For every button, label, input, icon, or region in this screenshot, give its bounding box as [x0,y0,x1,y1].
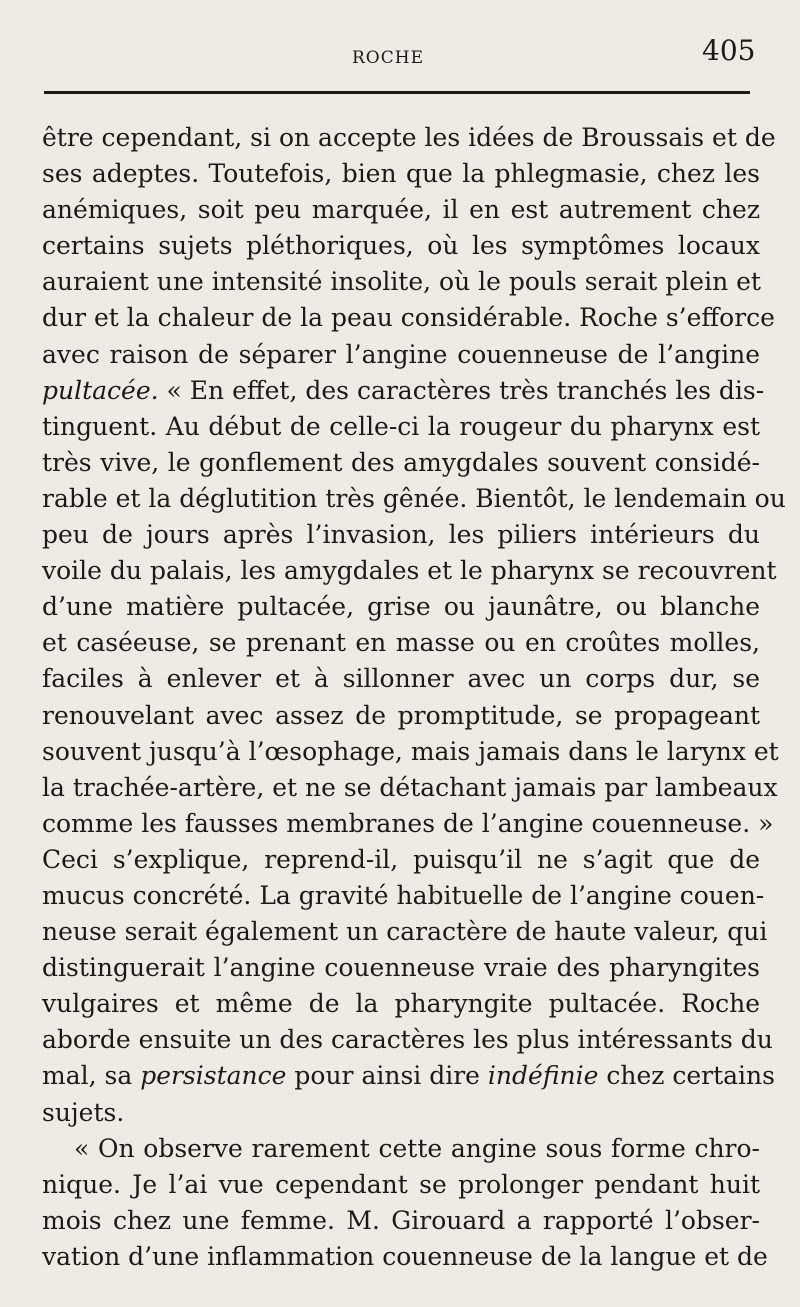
text-line [42,698,760,734]
text-line [42,1095,760,1131]
text-line [42,661,760,697]
text-line [42,1167,760,1203]
text-segment: tinguent. Au début de celle-ci la rougeur du pharynx est [42,411,760,441]
text-line [42,1058,775,1094]
text-segment: distinguerait l’angine couenneuse vraie des pharyngites [42,953,760,983]
text-line [42,337,760,373]
text-segment: comme les fausses membranes de l’angine couenneuse. » [42,808,774,838]
text-line [42,986,760,1022]
text-segment: dur et la chaleur de la peau considérable. Roche s’efforce [42,303,775,333]
page-number: 405 [702,34,756,67]
text-line [42,553,777,589]
text-segment: auraient une intensité insolite, où le pouls serait plein et [42,267,761,297]
text-line [42,734,779,770]
text-line [42,1022,773,1058]
text-segment: vation d’une inflammation couenneuse de la langue et de [42,1241,768,1271]
italic-text: indéfinie [487,1061,599,1091]
page-header [0,0,800,80]
text-line [42,770,778,806]
text-segment: sujets. [42,1097,125,1127]
text-segment: mois chez une femme. M. Girouard a rapporté l’obser- [42,1205,760,1235]
text-line [42,409,760,445]
text-line [42,806,774,842]
text-line [42,300,775,336]
text-segment: certains sujets pléthoriques, où les symptômes locaux [42,231,760,261]
text-segment: chez certains [598,1061,775,1091]
text-line [42,1239,768,1275]
text-segment: mal, sa [42,1061,141,1091]
text-segment: avec raison de séparer l’angine couenneuse de l’angine [42,339,760,369]
text-line [42,192,760,228]
italic-text: pultacée. [42,375,159,405]
text-line [42,264,760,300]
text-segment: très vive, le gonflement des amygdales souvent considé- [42,447,760,477]
text-line [42,842,760,878]
text-line [42,1203,760,1239]
italic-text: persistance [140,1061,287,1091]
text-segment: nique. Je l’ai vue cependant se prolonger pendant huit [42,1169,760,1199]
text-line [42,120,776,156]
text-line [42,373,765,409]
text-line [42,517,760,553]
text-segment: voile du palais, les amygdales et le pharynx se recouvrent [42,556,777,586]
text-line [42,914,768,950]
text-segment: vulgaires et même de la pharyngite pultacée. Roche [42,989,760,1019]
body-text [42,120,786,1275]
text-segment: renouvelant avec assez de promptitude, se propageant [42,700,760,730]
text-line [42,625,760,661]
text-line [42,878,765,914]
text-segment: souvent jusqu’à l’œsophage, mais jamais dans le larynx et [42,736,779,766]
text-line [42,156,760,192]
text-segment: Ceci s’explique, reprend-il, puisqu’il ne s’agit que de [42,844,760,874]
text-segment: d’une matière pultacée, grise ou jaunâtre, ou blanche [42,592,760,622]
text-segment: pour ainsi dire [286,1061,488,1091]
running-title: ROCHE [352,48,424,68]
text-segment: peu de jours après l’invasion, les piliers intérieurs du [42,520,760,550]
text-segment: anémiques, soit peu marquée, il en est autrement chez [42,195,760,225]
text-segment: aborde ensuite un des caractères les plus intéressants du [42,1025,773,1055]
text-line [42,950,760,986]
header-rule [44,91,750,94]
text-line [42,228,760,264]
text-segment: neuse serait également un caractère de haute valeur, qui [42,917,768,947]
text-line [42,445,760,481]
text-segment: mucus concrété. La gravité habituelle de l’angine couen- [42,880,765,910]
text-segment: être cependant, si on accepte les idées de Broussais et de [42,123,776,152]
text-segment: « En effet, des caractères très tranchés les dis- [158,375,765,405]
text-segment: la trachée-artère, et ne se détachant jamais par lambeaux [42,772,778,802]
text-line [42,1131,760,1167]
text-segment: rable et la déglutition très gênée. Bientôt, le lendemain ou [42,483,786,513]
text-segment: ses adeptes. Toutefois, bien que la phlegmasie, chez les [42,159,760,189]
text-segment: « On observe rarement cette angine sous forme chro- [74,1133,760,1163]
text-line [42,481,786,517]
text-segment: faciles à enlever et à sillonner avec un corps dur, se [42,664,760,694]
text-segment: et caséeuse, se prenant en masse ou en croûtes molles, [42,628,760,658]
text-line [42,589,760,625]
